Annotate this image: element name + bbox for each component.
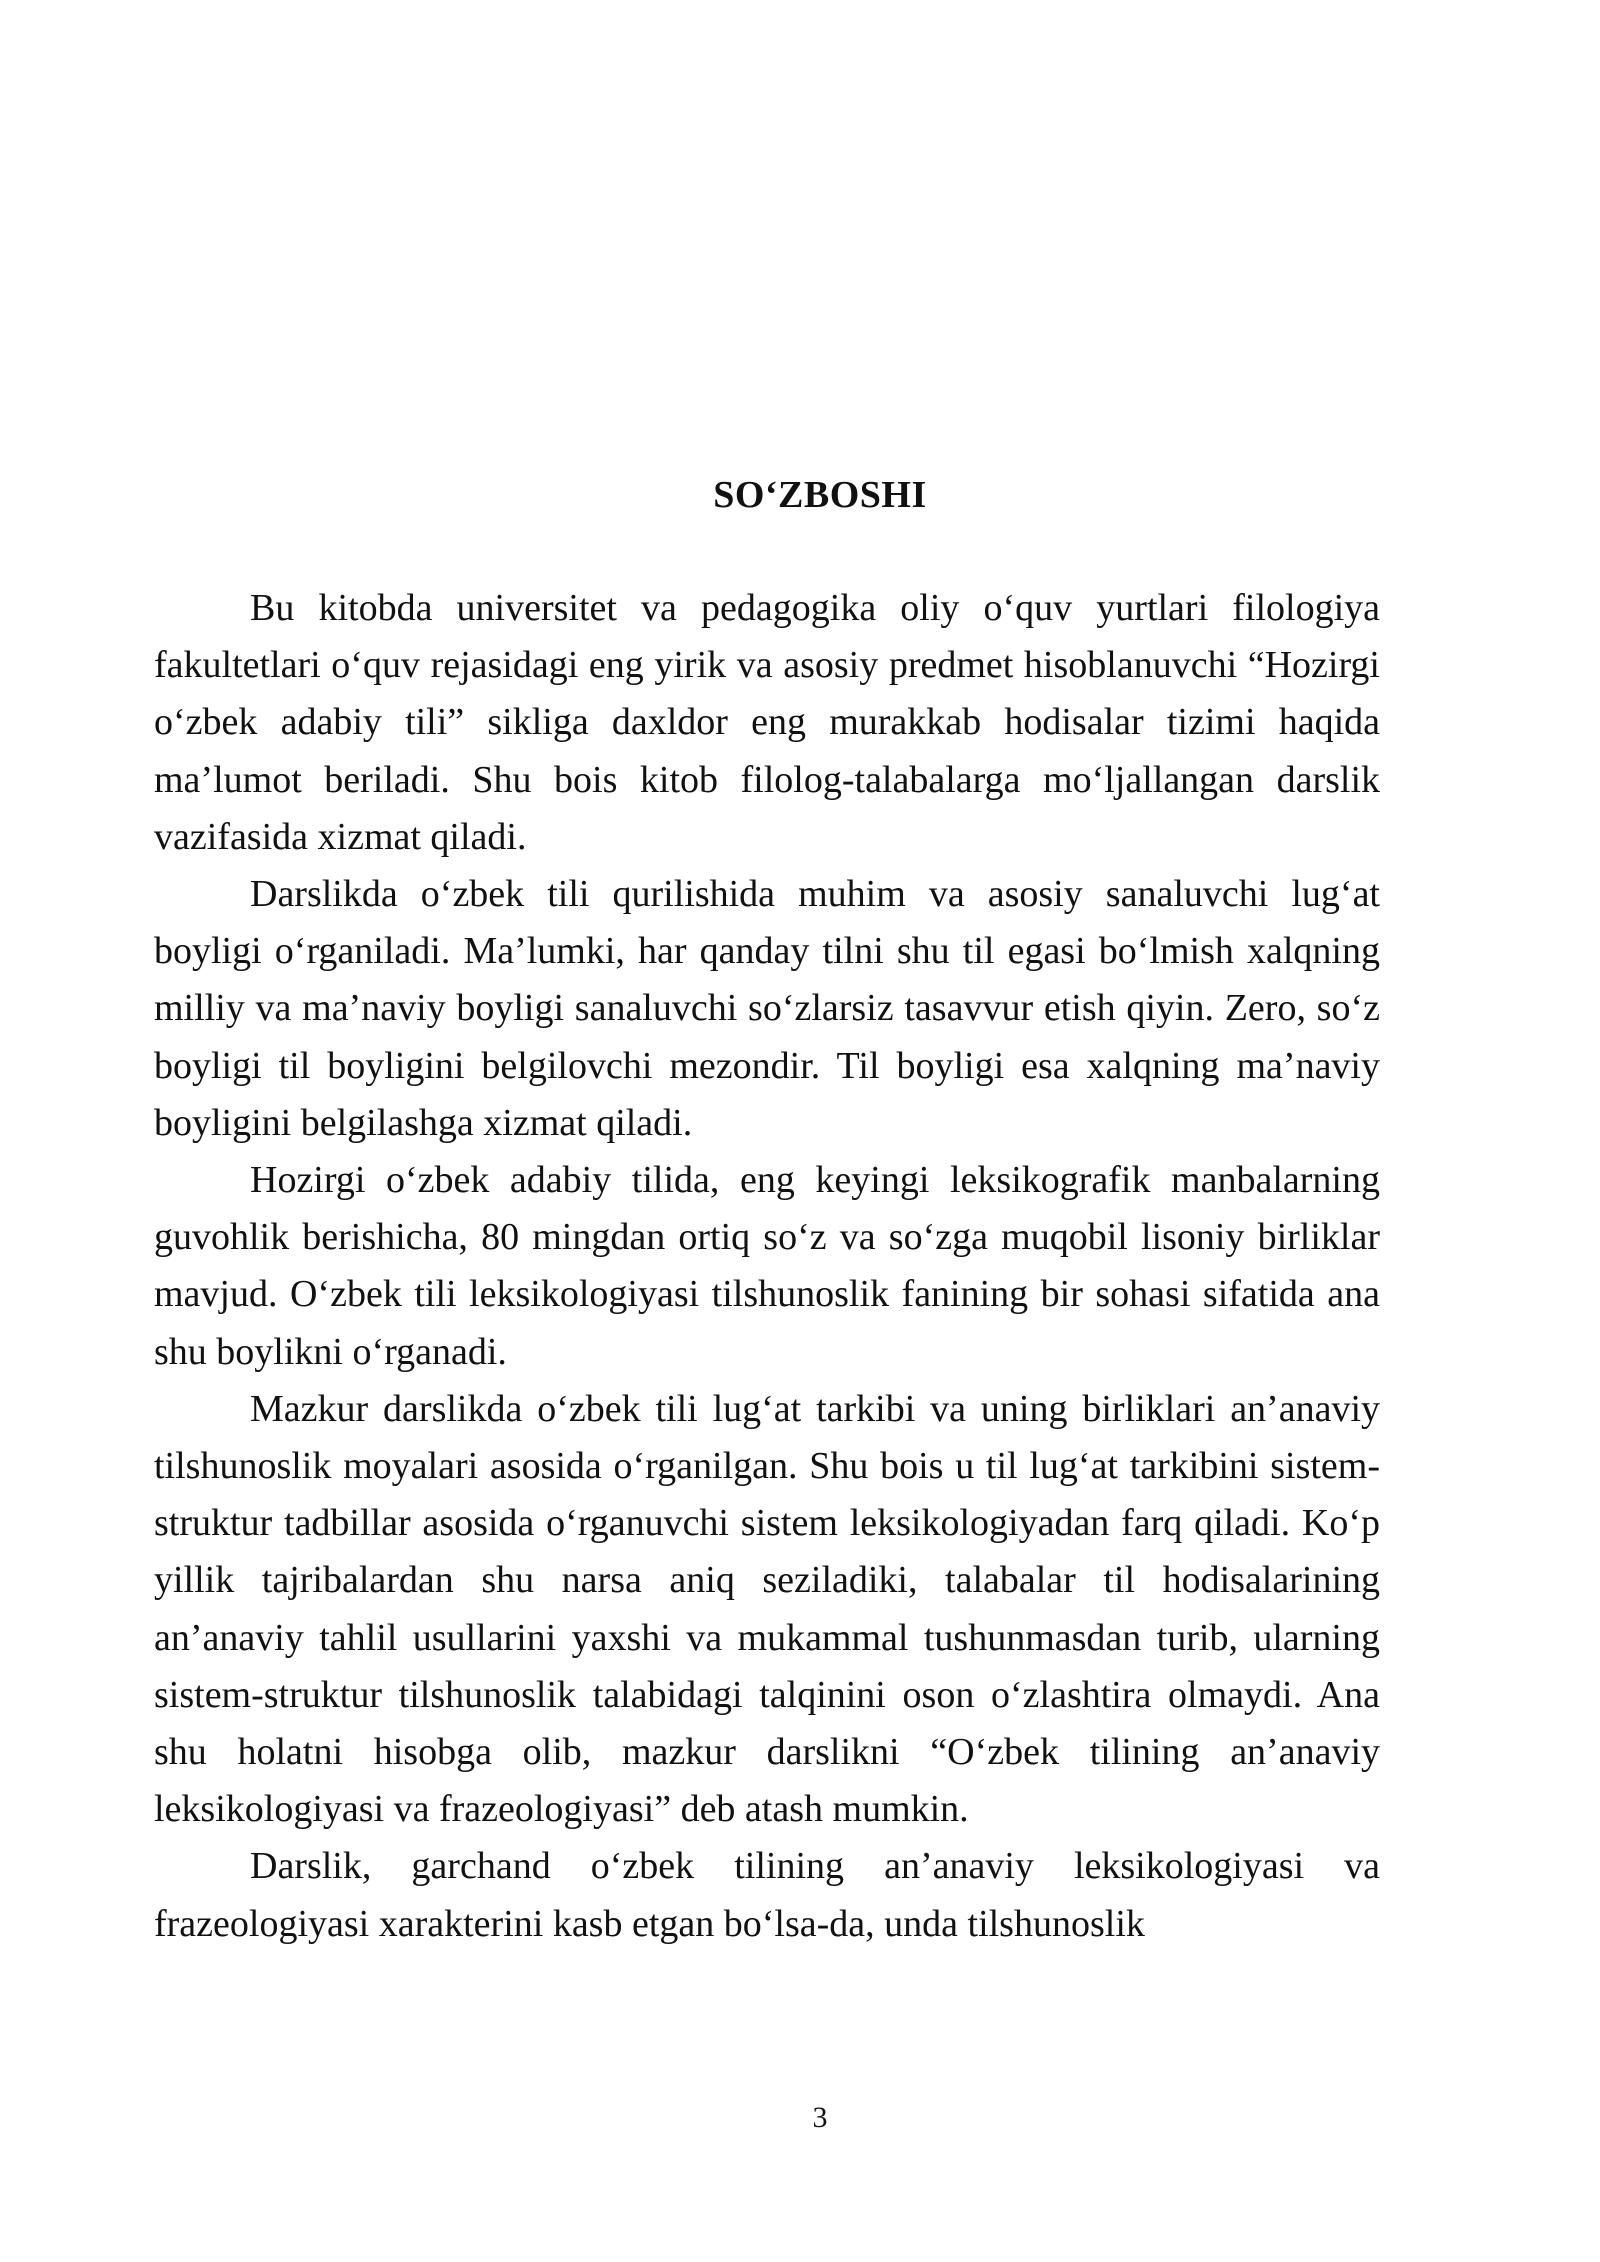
page-number: 3: [812, 2101, 828, 2134]
paragraph-5: Darslik, garchand o‘zbek tilining an’anaviy leksikologiyasi va frazeologiyasi xarakterini kasb etgan bo‘lsa-da, unda tilshunoslik: [154, 1845, 1380, 1945]
paragraph-2: Darslikda o‘zbek tili qurilishida muhim va asosiy sanaluvchi lug‘at boyligi o‘rganiladi. Ma’lumki, har qanday tilni shu til egasi bo‘lmish xalqning milliy va ma’naviy boyligi sanaluvchi so‘zlarsiz tasavvur etish qiyin. Zero, so‘z boyligi til boyligini belgilovchi mezondir. Til boyligi esa xalqning ma’naviy boyligini belgilashga xizmat qiladi.: [154, 873, 1380, 1144]
paragraph-1: Bu kitobda universitet va pedagogika oliy o‘quv yurtlari filologiya fakultetlari o‘quv rejasidagi eng yirik va asosiy predmet hisoblanuvchi “Hozirgi o‘zbek adabiy tili” sikliga daxldor eng murakkab hodisalar tizimi haqida ma’lumot beriladi. Shu bois kitob filolog-talabalarga mo‘ljallangan darslik vazifasida xizmat qiladi.: [154, 587, 1380, 858]
paragraph-4: Mazkur darslikda o‘zbek tili lug‘at tarkibi va uning birliklari an’anaviy tilshunoslik moyalari asosida o‘rganilgan. Shu bois u til lug‘at tarkibini sistem-struktur tadbillar asosida o‘rganuvchi sistem leksikologiyadan farq qiladi. Ko‘p yillik tajribalardan shu narsa aniq seziladiki, talabalar til hodisalarining an’anaviy tahlil usullarini yaxshi va mukammal tushunmasdan turib, ularning sistem-struktur tilshunoslik talabidagi talqinini oson o‘zlashtira olmaydi. Ana shu holatni hisobga olib, mazkur darslikni “O‘zbek tilining an’anaviy leksikologiyasi va frazeologiyasi” deb atash mumkin.: [154, 1387, 1380, 1831]
page-title: SO‘ZBOSHI: [713, 474, 927, 516]
body-text: [154, 580, 1380, 1953]
paragraph-3: Hozirgi o‘zbek adabiy tilida, eng keyingi leksikografik manbalarning guvohlik berishicha, 80 mingdan ortiq so‘z va so‘zga muqobil lisoniy birliklar mavjud. O‘zbek tili leksikologiyasi tilshunoslik fanining bir sohasi sifatida ana shu boylikni o‘rganadi.: [154, 1159, 1380, 1373]
